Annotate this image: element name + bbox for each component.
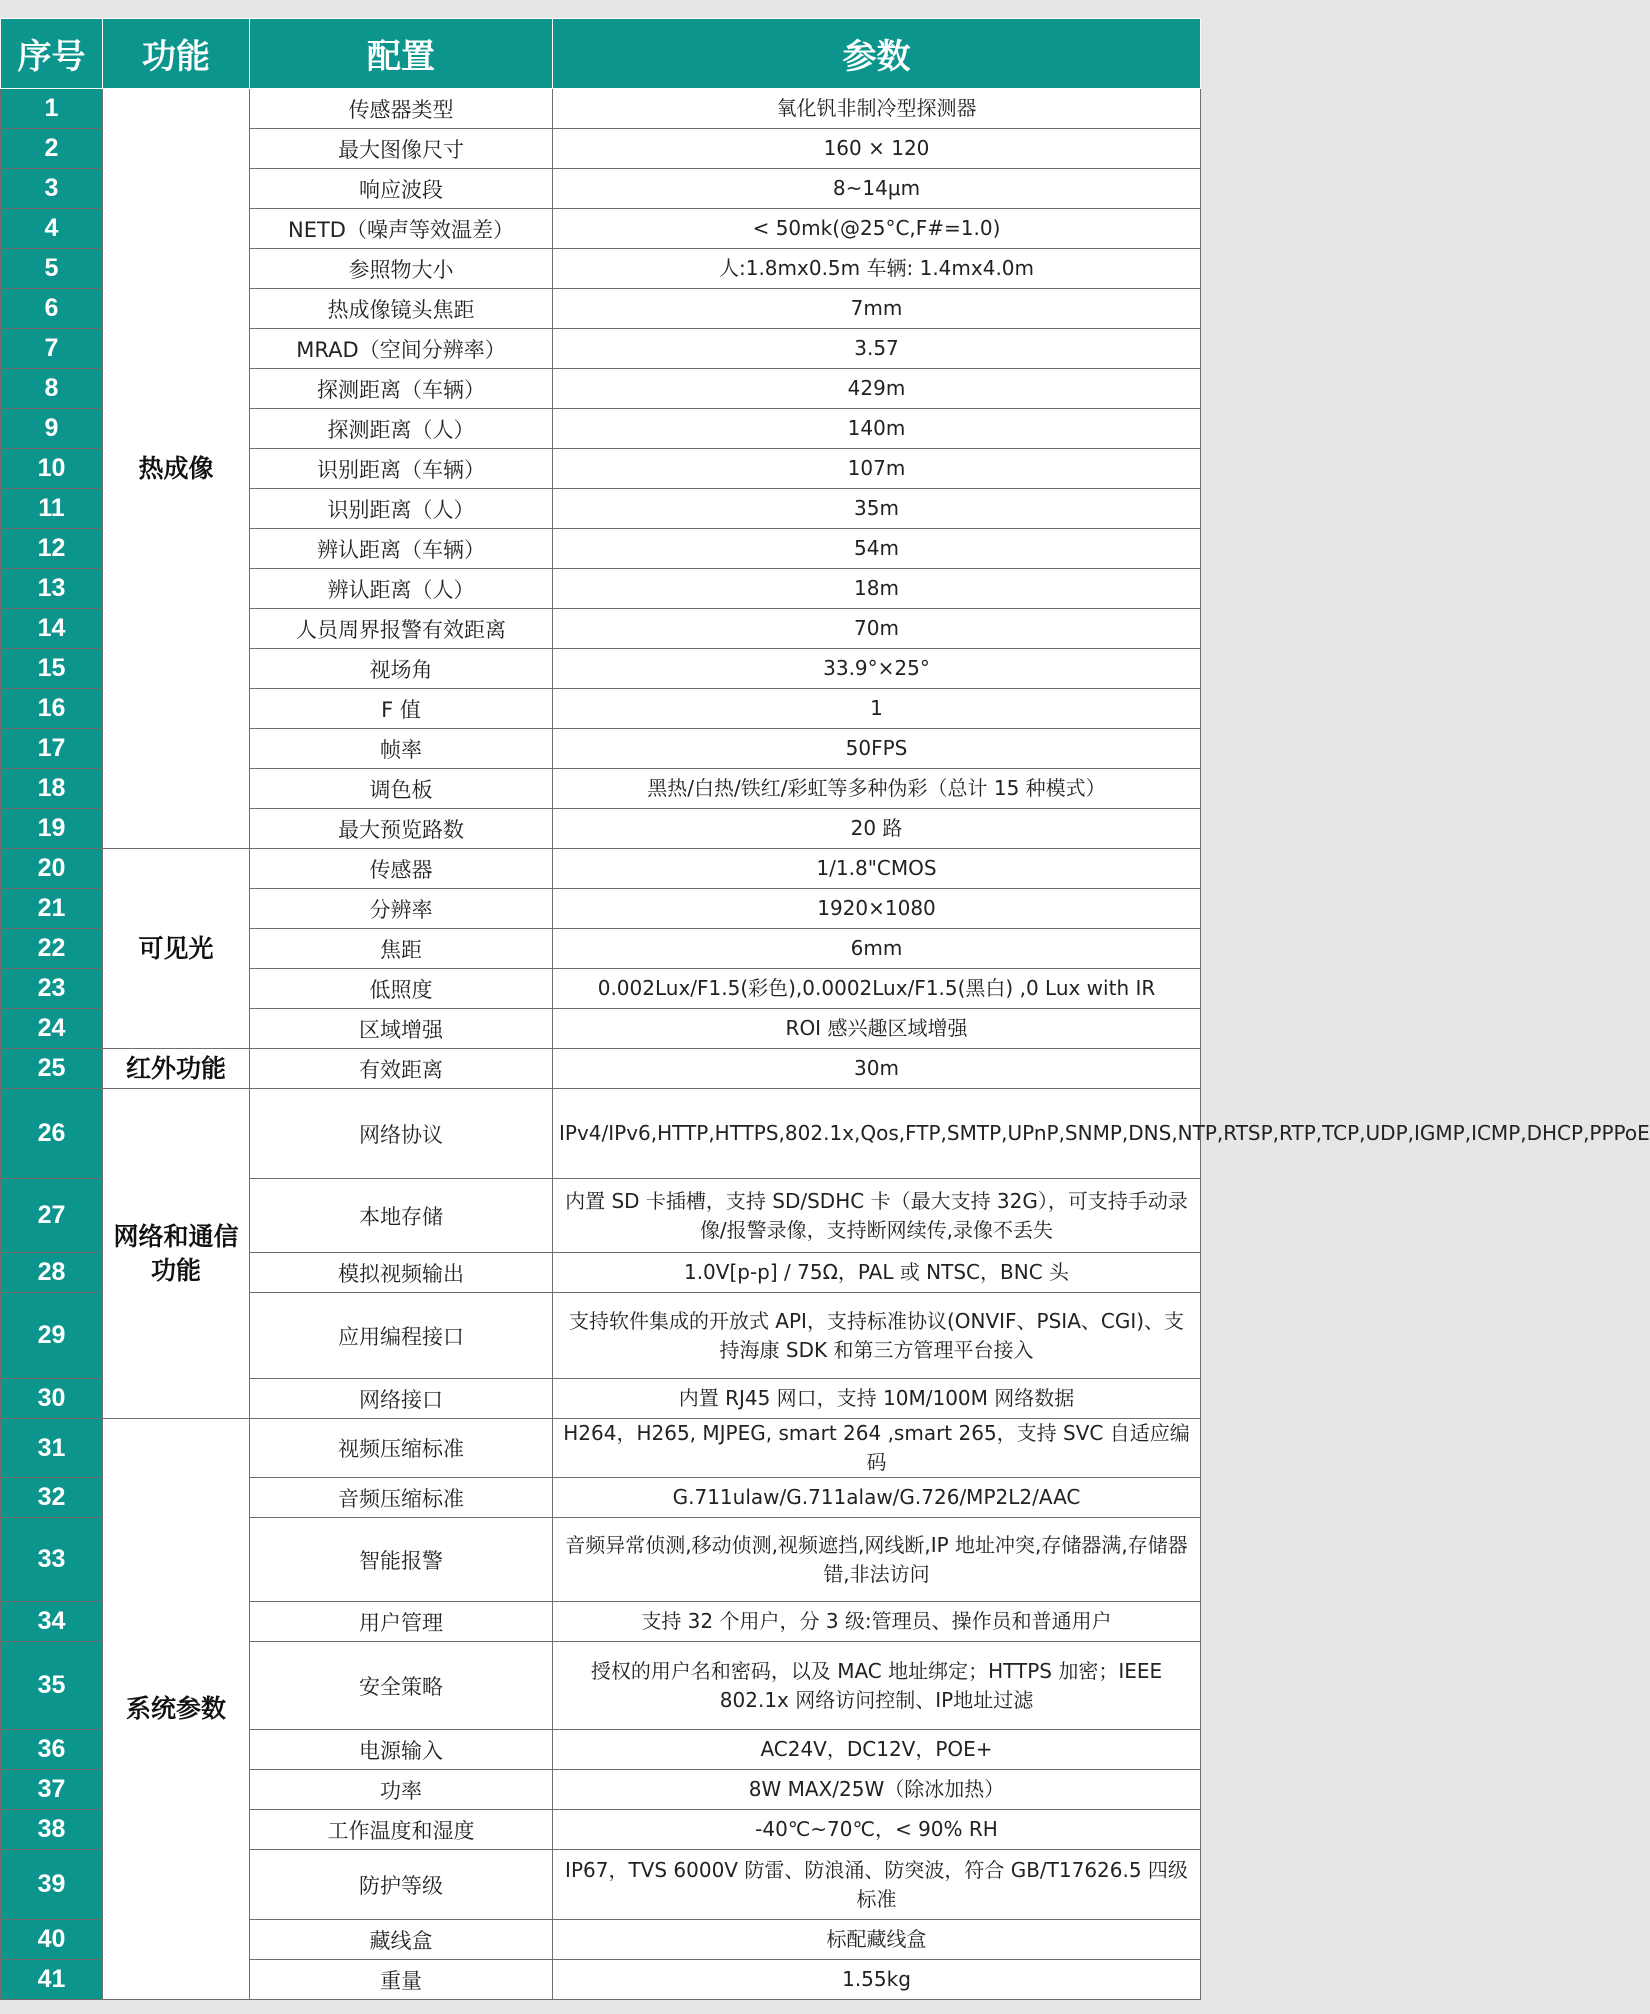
group-system: 系统参数: [103, 1419, 250, 2000]
config-cell: 网络接口: [250, 1379, 553, 1419]
row-number: 25: [1, 1049, 103, 1089]
config-cell: 功率: [250, 1770, 553, 1810]
param-cell: 50FPS: [553, 729, 1201, 769]
row-number: 16: [1, 689, 103, 729]
param-cell: H264，H265, MJPEG, smart 264 ,smart 265，支持 SVC 自适应编码: [553, 1419, 1201, 1478]
row-number: 12: [1, 529, 103, 569]
param-cell: 人:1.8mx0.5m 车辆: 1.4mx4.0m: [553, 249, 1201, 289]
config-cell: 模拟视频输出: [250, 1253, 553, 1293]
row-number: 26: [1, 1089, 103, 1179]
row-number: 34: [1, 1602, 103, 1642]
row-number: 31: [1, 1419, 103, 1478]
config-cell: 工作温度和湿度: [250, 1810, 553, 1850]
row-number: 40: [1, 1920, 103, 1960]
param-cell: 内置 SD 卡插槽，支持 SD/SDHC 卡（最大支持 32G），可支持手动录像/报警录像，支持断网续传,录像不丢失: [553, 1179, 1201, 1253]
param-cell: 标配藏线盒: [553, 1920, 1201, 1960]
param-cell: ROI 感兴趣区域增强: [553, 1009, 1201, 1049]
param-cell: 1: [553, 689, 1201, 729]
param-cell: < 50mk(@25°C,F#=1.0): [553, 209, 1201, 249]
config-cell: 区域增强: [250, 1009, 553, 1049]
row-number: 13: [1, 569, 103, 609]
param-cell: 429m: [553, 369, 1201, 409]
param-cell: 1.55kg: [553, 1960, 1201, 2000]
config-cell: 辨认距离（人）: [250, 569, 553, 609]
spec-table: [0, 18, 1650, 2000]
row-number: 19: [1, 809, 103, 849]
spec-sheet: [0, 18, 1650, 2000]
row-number: 20: [1, 849, 103, 889]
config-cell: 有效距离: [250, 1049, 553, 1089]
table-row: [1, 849, 1201, 889]
row-number: 1: [1, 89, 103, 129]
param-cell: 33.9°×25°: [553, 649, 1201, 689]
param-cell: 1920×1080: [553, 889, 1201, 929]
table-row: [1, 89, 1201, 129]
param-cell: 8~14μm: [553, 169, 1201, 209]
group-network: 网络和通信功能: [103, 1089, 250, 1419]
param-cell: 8W MAX/25W（除冰加热）: [553, 1770, 1201, 1810]
header-param: 参数: [553, 19, 1201, 89]
config-cell: 调色板: [250, 769, 553, 809]
group-visible-light: 可见光: [103, 849, 250, 1049]
row-number: 36: [1, 1730, 103, 1770]
config-cell: NETD（噪声等效温差）: [250, 209, 553, 249]
config-cell: F 值: [250, 689, 553, 729]
config-cell: 探测距离（人）: [250, 409, 553, 449]
param-cell: 支持软件集成的开放式 API，支持标准协议(ONVIF、PSIA、CGI)、支持海康 SDK 和第三方管理平台接入: [553, 1293, 1201, 1379]
config-cell: 音频压缩标准: [250, 1478, 553, 1518]
table-row: [1, 1049, 1201, 1089]
row-number: 23: [1, 969, 103, 1009]
param-cell: 160 × 120: [553, 129, 1201, 169]
row-number: 28: [1, 1253, 103, 1293]
param-cell: 授权的用户名和密码，以及 MAC 地址绑定；HTTPS 加密；IEEE 802.1x 网络访问控制、IP地址过滤: [553, 1642, 1201, 1730]
header-config: 配置: [250, 19, 553, 89]
row-number: 18: [1, 769, 103, 809]
param-cell: 107m: [553, 449, 1201, 489]
row-number: 3: [1, 169, 103, 209]
config-cell: 焦距: [250, 929, 553, 969]
row-number: 33: [1, 1518, 103, 1602]
config-cell: 用户管理: [250, 1602, 553, 1642]
row-number: 27: [1, 1179, 103, 1253]
param-cell: 54m: [553, 529, 1201, 569]
param-cell: 35m: [553, 489, 1201, 529]
row-number: 9: [1, 409, 103, 449]
param-cell: IPv4/IPv6,HTTP,HTTPS,802.1x,Qos,FTP,SMTP,UPnP,SNMP,DNS,NTP,RTSP,RTP,TCP,UDP,IGMP,ICMP,DHCP,PPPoE: [553, 1089, 1201, 1179]
config-cell: 最大预览路数: [250, 809, 553, 849]
row-number: 8: [1, 369, 103, 409]
row-number: 14: [1, 609, 103, 649]
param-cell: 70m: [553, 609, 1201, 649]
row-number: 17: [1, 729, 103, 769]
group-thermal: 热成像: [103, 89, 250, 849]
row-number: 15: [1, 649, 103, 689]
row-number: 32: [1, 1478, 103, 1518]
table-row: [1, 1089, 1201, 1179]
param-cell: G.711ulaw/G.711alaw/G.726/MP2L2/AAC: [553, 1478, 1201, 1518]
config-cell: 视场角: [250, 649, 553, 689]
config-cell: 网络协议: [250, 1089, 553, 1179]
row-number: 10: [1, 449, 103, 489]
config-cell: 参照物大小: [250, 249, 553, 289]
param-cell: 20 路: [553, 809, 1201, 849]
config-cell: 识别距离（人）: [250, 489, 553, 529]
param-cell: 18m: [553, 569, 1201, 609]
row-number: 41: [1, 1960, 103, 2000]
row-number: 4: [1, 209, 103, 249]
row-number: 21: [1, 889, 103, 929]
row-number: 22: [1, 929, 103, 969]
row-number: 5: [1, 249, 103, 289]
param-cell: 1.0V[p-p] / 75Ω，PAL 或 NTSC，BNC 头: [553, 1253, 1201, 1293]
config-cell: 智能报警: [250, 1518, 553, 1602]
row-number: 38: [1, 1810, 103, 1850]
param-cell: 氧化钒非制冷型探测器: [553, 89, 1201, 129]
config-cell: 帧率: [250, 729, 553, 769]
row-number: 29: [1, 1293, 103, 1379]
param-cell: 140m: [553, 409, 1201, 449]
config-cell: 传感器类型: [250, 89, 553, 129]
config-cell: 电源输入: [250, 1730, 553, 1770]
config-cell: 传感器: [250, 849, 553, 889]
row-number: 7: [1, 329, 103, 369]
param-cell: 黑热/白热/铁红/彩虹等多种伪彩（总计 15 种模式）: [553, 769, 1201, 809]
param-cell: 内置 RJ45 网口，支持 10M/100M 网络数据: [553, 1379, 1201, 1419]
param-cell: 0.002Lux/F1.5(彩色),0.0002Lux/F1.5(黑白) ,0 Lux with IR: [553, 969, 1201, 1009]
config-cell: 最大图像尺寸: [250, 129, 553, 169]
header-no: 序号: [1, 19, 103, 89]
config-cell: 藏线盒: [250, 1920, 553, 1960]
row-number: 37: [1, 1770, 103, 1810]
config-cell: 探测距离（车辆）: [250, 369, 553, 409]
param-cell: 支持 32 个用户，分 3 级:管理员、操作员和普通用户: [553, 1602, 1201, 1642]
config-cell: 防护等级: [250, 1850, 553, 1920]
row-number: 35: [1, 1642, 103, 1730]
config-cell: 响应波段: [250, 169, 553, 209]
row-number: 6: [1, 289, 103, 329]
config-cell: 视频压缩标准: [250, 1419, 553, 1478]
param-cell: 音频异常侦测,移动侦测,视频遮挡,网线断,IP 地址冲突,存储器满,存储器错,非法访问: [553, 1518, 1201, 1602]
row-number: 24: [1, 1009, 103, 1049]
header-function: 功能: [103, 19, 250, 89]
param-cell: 1/1.8"CMOS: [553, 849, 1201, 889]
config-cell: 应用编程接口: [250, 1293, 553, 1379]
param-cell: AC24V，DC12V，POE+: [553, 1730, 1201, 1770]
config-cell: 重量: [250, 1960, 553, 2000]
header-row: [1, 19, 1201, 89]
config-cell: 安全策略: [250, 1642, 553, 1730]
row-number: 2: [1, 129, 103, 169]
config-cell: 识别距离（车辆）: [250, 449, 553, 489]
param-cell: 6mm: [553, 929, 1201, 969]
row-number: 30: [1, 1379, 103, 1419]
config-cell: MRAD（空间分辨率）: [250, 329, 553, 369]
param-cell: 30m: [553, 1049, 1201, 1089]
config-cell: 分辨率: [250, 889, 553, 929]
param-cell: 7mm: [553, 289, 1201, 329]
param-cell: IP67，TVS 6000V 防雷、防浪涌、防突波，符合 GB/T17626.5 四级标准: [553, 1850, 1201, 1920]
config-cell: 热成像镜头焦距: [250, 289, 553, 329]
config-cell: 低照度: [250, 969, 553, 1009]
row-number: 39: [1, 1850, 103, 1920]
config-cell: 本地存储: [250, 1179, 553, 1253]
param-cell: 3.57: [553, 329, 1201, 369]
table-row: [1, 1419, 1201, 1478]
config-cell: 人员周界报警有效距离: [250, 609, 553, 649]
group-infrared: 红外功能: [103, 1049, 250, 1089]
config-cell: 辨认距离（车辆）: [250, 529, 553, 569]
param-cell: -40℃~70℃，< 90% RH: [553, 1810, 1201, 1850]
row-number: 11: [1, 489, 103, 529]
